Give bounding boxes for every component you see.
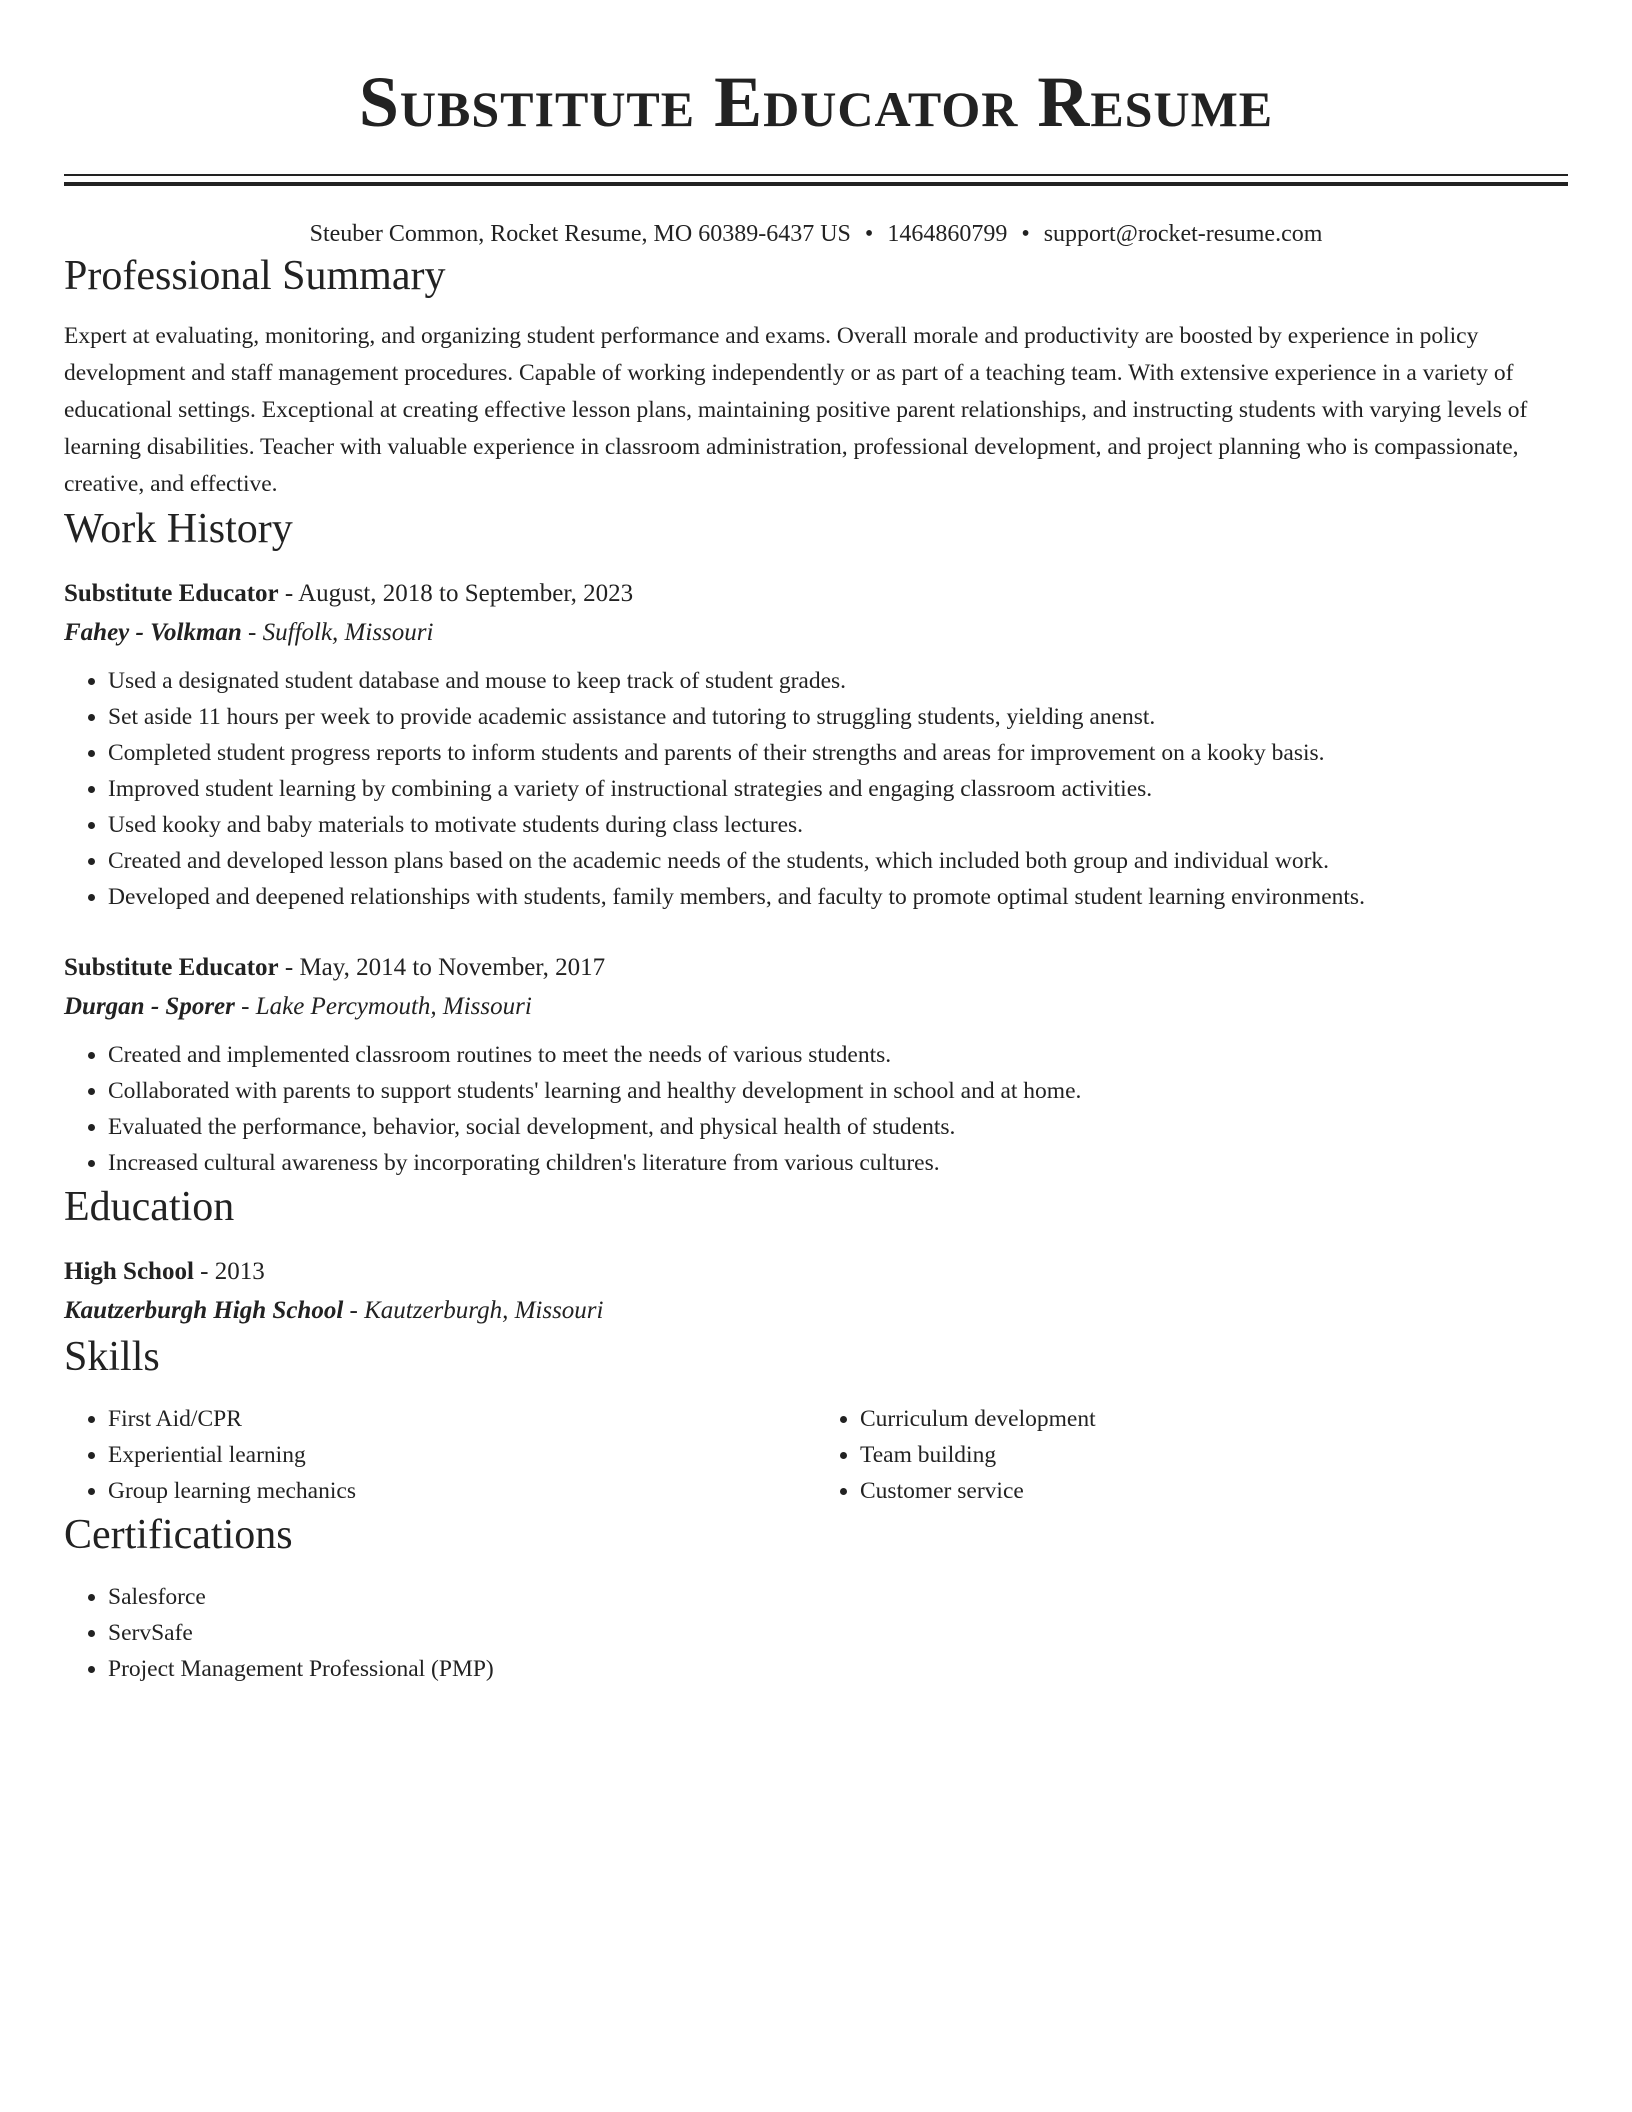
employer-name: Fahey - Volkman (64, 619, 242, 646)
job-title-line (64, 949, 1568, 987)
resume-title: Substitute Educator Resume (358, 62, 1274, 142)
work-history-heading: Work History (64, 506, 293, 552)
skill-item: • Experiential learning (108, 1437, 816, 1473)
job-dates: - May, 2014 to November, 2017 (278, 954, 606, 981)
job-entry (64, 949, 1568, 1181)
job-bullet: • Evaluated the performance, behavior, social development, and physical health of students. (108, 1109, 1568, 1145)
skill-item: • Customer service (860, 1473, 1568, 1509)
school-location: - Kautzerburgh, Missouri (343, 1297, 604, 1324)
certification-item: • Salesforce (108, 1579, 1568, 1615)
skill-item: • First Aid/CPR (108, 1401, 816, 1437)
skill-item: • Team building (860, 1437, 1568, 1473)
skills-list (64, 1401, 1568, 1509)
education-entry (64, 1253, 1568, 1331)
job-bullets (64, 663, 1568, 915)
job-bullet: • Used kooky and baby materials to motivate students during class lectures. (108, 807, 1568, 843)
employer-location: - Suffolk, Missouri (241, 619, 434, 646)
job-bullet: • Improved student learning by combining a variety of instructional strategies and engaging classroom activities. (108, 771, 1568, 807)
degree: High School (64, 1258, 194, 1285)
employer-location: - Lake Percymouth, Missouri (234, 993, 532, 1020)
summary-heading: Professional Summary (64, 253, 446, 299)
job-bullet: • Created and developed lesson plans based on the academic needs of the students, which included both group and individual work. (108, 843, 1568, 879)
job-title: Substitute Educator (64, 580, 279, 607)
school-line (64, 1291, 1568, 1331)
contact-separator: • (1021, 221, 1030, 247)
skills-column-left (64, 1401, 816, 1509)
skills-column-right (816, 1401, 1568, 1509)
contact-separator: • (864, 221, 874, 247)
job-dates: - August, 2018 to September, 2023 (278, 580, 634, 607)
certifications-heading: Certifications (64, 1512, 293, 1558)
job-bullet: • Completed student progress reports to inform students and parents of their strengths and areas for improvement on a kooky basis. (108, 735, 1568, 771)
school-name: Kautzerburgh High School (64, 1297, 344, 1324)
employer-name: Durgan - Sporer (64, 993, 235, 1020)
job-bullet: • Used a designated student database and mouse to keep track of student grades. (108, 663, 1568, 699)
title-double-rule (64, 174, 1568, 186)
certifications-list (64, 1579, 1568, 1687)
contact-address: Steuber Common, Rocket Resume, MO 60389-6437 US (309, 221, 851, 247)
degree-line (64, 1253, 1568, 1291)
certification-item: • Project Management Professional (PMP) (108, 1651, 1568, 1687)
job-bullet: • Set aside 11 hours per week to provide academic assistance and tutoring to struggling students, yielding anenst. (108, 699, 1568, 735)
contact-line (64, 218, 1568, 250)
employer-line (64, 987, 1568, 1027)
job-title: Substitute Educator (64, 954, 279, 981)
job-bullet: • Increased cultural awareness by incorporating children's literature from various cultures. (108, 1145, 1568, 1181)
job-bullets (64, 1037, 1568, 1181)
job-bullet: • Created and implemented classroom routines to meet the needs of various students. (108, 1037, 1568, 1073)
skill-item: • Group learning mechanics (108, 1473, 816, 1509)
summary-text: Expert at evaluating, monitoring, and organizing student performance and exams. Overall morale and productivity are boosted by experience in policy development and staff management procedures. Capable of working independently or as part of a teaching team. With extensive experience in a variety of educational settings. Exceptional at creating effective lesson plans, maintaining positive parent relationships, and instructing students with varying levels of learning disabilities. Teacher with valuable experience in classroom administration, professional development, and project planning who is compassionate, creative, and effective. (64, 323, 1528, 497)
employer-line (64, 613, 1568, 653)
skill-item: • Curriculum development (860, 1401, 1568, 1437)
graduation-year: - 2013 (193, 1258, 265, 1285)
job-title-line (64, 575, 1568, 613)
job-bullet: • Collaborated with parents to support students' learning and healthy development in school and at home. (108, 1073, 1568, 1109)
education-heading: Education (64, 1184, 235, 1230)
certification-item: • ServSafe (108, 1615, 1568, 1651)
job-entry (64, 575, 1568, 915)
skills-heading: Skills (64, 1334, 160, 1380)
job-bullet: • Developed and deepened relationships with students, family members, and faculty to promote optimal student learning environments. (108, 879, 1568, 915)
contact-email: support@rocket-resume.com (1043, 221, 1323, 247)
contact-phone: 1464860799 (887, 221, 1008, 247)
